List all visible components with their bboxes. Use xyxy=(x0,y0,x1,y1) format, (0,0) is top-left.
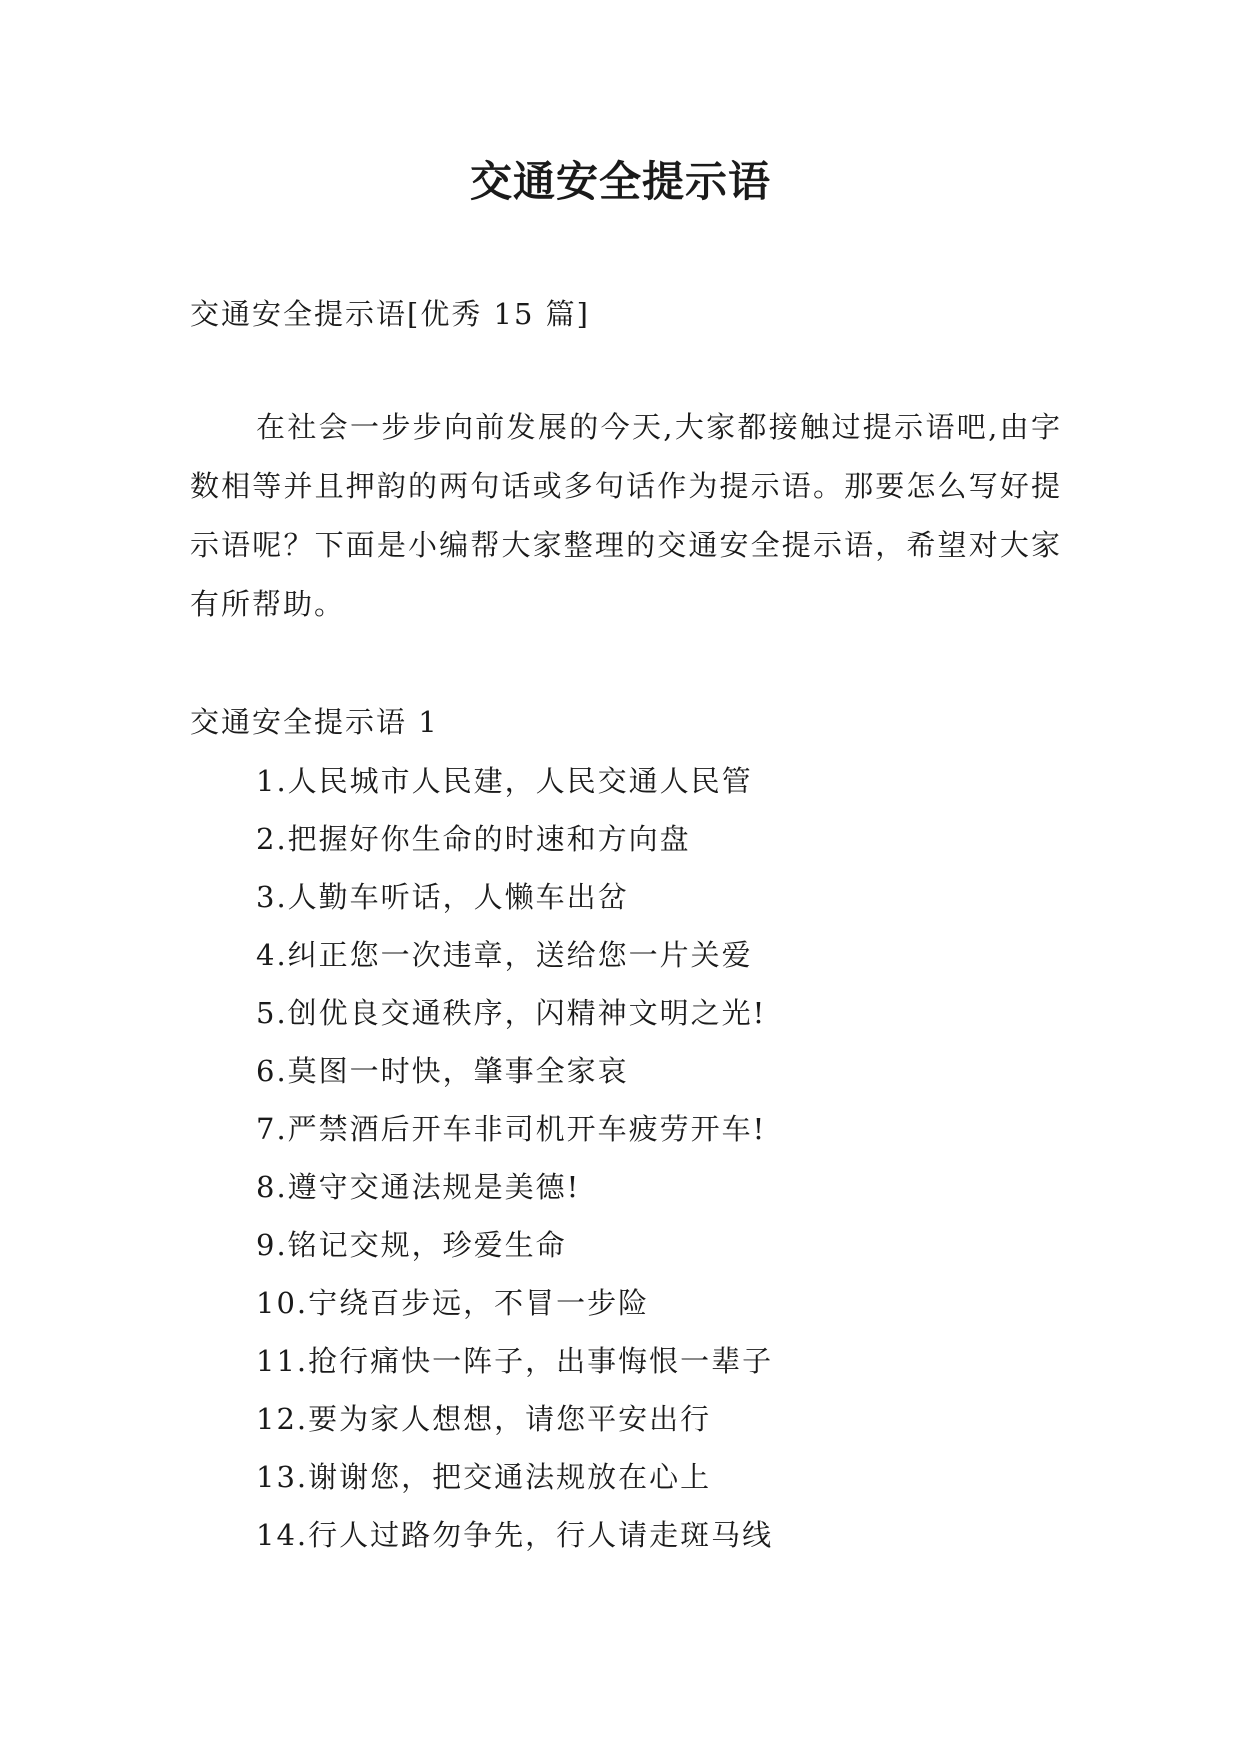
list-item: 9.铭记交规，珍爱生命 xyxy=(256,1228,567,1262)
document-title: 交通安全提示语 xyxy=(469,157,771,206)
list-item: 10.宁绕百步远，不冒一步险 xyxy=(256,1286,650,1320)
section-heading: 交通安全提示语 1 xyxy=(190,705,439,739)
list-item: 11.抢行痛快一阵子，出事悔恨一辈子 xyxy=(256,1344,774,1378)
list-item: 13.谢谢您，把交通法规放在心上 xyxy=(256,1460,712,1494)
list-item: 14.行人过路勿争先，行人请走斑马线 xyxy=(256,1518,774,1552)
list-item: 7.严禁酒后开车非司机开车疲劳开车! xyxy=(256,1112,767,1146)
list-item: 4.纠正您一次违章，送给您一片关爱 xyxy=(256,938,753,972)
intro-paragraph: 在社会一步步向前发展的今天,大家都接触过提示语吧,由字数相等并且押韵的两句话或多句话作为提示语。那要怎么写好提示语呢？下面是小编帮大家整理的交通安全提示语，希望对大家有所帮助。 xyxy=(190,410,1062,621)
list-item: 1.人民城市人民建，人民交通人民管 xyxy=(256,764,753,798)
list-item: 2.把握好你生命的时速和方向盘 xyxy=(256,822,691,856)
list-item: 8.遵守交通法规是美德! xyxy=(256,1170,581,1204)
list-item: 12.要为家人想想，请您平安出行 xyxy=(256,1402,712,1436)
list-item: 5.创优良交通秩序，闪精神文明之光! xyxy=(256,996,767,1030)
document-subtitle: 交通安全提示语[优秀 15 篇] xyxy=(190,297,590,331)
document-body xyxy=(190,290,1062,1564)
list-item: 3.人勤车听话，人懒车出岔 xyxy=(256,880,629,914)
list-item: 6.莫图一时快，肇事全家哀 xyxy=(256,1054,629,1088)
slogan-list xyxy=(190,752,1062,1564)
